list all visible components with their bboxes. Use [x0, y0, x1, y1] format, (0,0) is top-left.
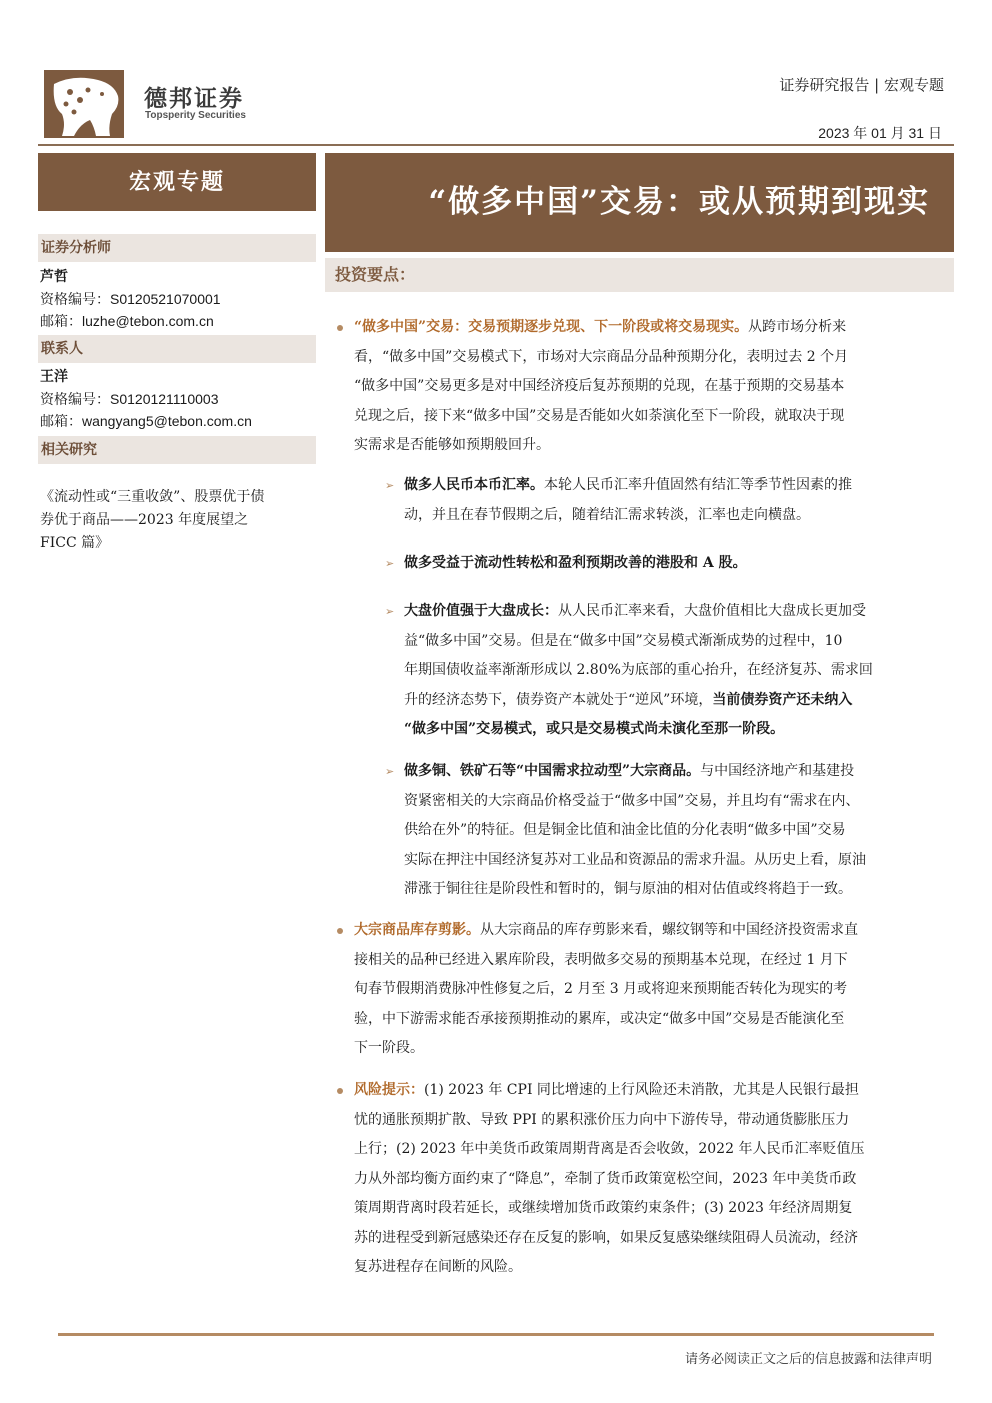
sub-rmb-exchange-rate: 做多人民币本币汇率。本轮人民币汇率升值固然有结汇等季节性因素的推 动，并且在春节假期之后，随着结汇需求转淡，汇率也走向横盘。 — [404, 477, 852, 523]
analyst-cert: 资格编号：S0120521070001 — [40, 291, 221, 308]
sub-hk-a-shares: 做多受益于流动性转松和盈利预期改善的港股和 A 股。 — [404, 555, 747, 571]
leopard-logo-icon — [44, 70, 124, 138]
category-banner: 宏观专题 — [38, 153, 316, 211]
analyst-email: 邮箱：luzhe@tebon.com.cn — [40, 313, 214, 330]
contact-email: 邮箱：wangyang5@tebon.com.cn — [40, 413, 252, 430]
company-name-cn: 德邦证券 — [144, 86, 244, 112]
bullet-icon — [337, 928, 343, 934]
footer-disclaimer: 请务必阅读正文之后的信息披露和法律声明 — [684, 1352, 932, 1367]
company-name-en: Topsperity Securities — [145, 110, 246, 121]
company-logo — [44, 70, 254, 140]
header-divider — [38, 144, 954, 146]
investment-highlights-heading: 投资要点： — [325, 258, 954, 292]
risk-warning: 风险提示：(1) 2023 年 CPI 同比增速的上行风险还未消散，尤其是人民银行最担 忧的通胀预期扩散、导致 PPI 的累积涨价压力向中下游传导，带动通货膨胀压力 上行；(2) 2023 年中美货币政策周期背离是否会收敛，2022 年人民币汇率贬值压 力从外部均衡方面约束了“降息”，牵制了货币政策宽松空间，2023 年中美货币政 策周期背离时段若延长，或继续增加货币政策约束条件；(3) 2023 年经济周期复 苏的进程受到新冠感染还存在反复的影响，如果反复感染继续阻碍人员流动，经济 复苏进程存在间断的风险。 — [354, 1082, 865, 1275]
bullet-icon — [337, 325, 343, 331]
highlight-trade-expectation: “做多中国”交易：交易预期逐步兑现、下一阶段或将交易现实。从跨市场分析来 看，“做多中国”交易模式下，市场对大宗商品分品种预期分化，表明过去 2 个月 “做多中国”交易更多是对中国经济疫后复苏预期的兑现，在基于预期的交易基本 兑现之后，接下来“做多中国”交易是否能如火如荼演化至下一阶段，就取决于现 实需求是否能够如预期般回升。 — [354, 319, 849, 453]
report-date: 2023 年 01 月 31 日 — [818, 125, 942, 141]
related-research-heading: 相关研究 — [38, 436, 316, 464]
contact-cert: 资格编号：S0120121110003 — [40, 391, 219, 408]
report-type: 证券研究报告 | 宏观专题 — [779, 76, 944, 94]
arrow-bullet-icon: ➢ — [385, 765, 395, 778]
highlight-commodity-inventory: 大宗商品库存剪影。从大宗商品的库存剪影来看，螺纹钢等和中国经济投资需求直 接相关的品种已经进入累库阶段，表明做多交易的预期基本兑现，在经过 1 月下 旬春节假期消费脉冲性修复之后，2 月至 3 月或将迎来预期能否转化为现实的考 验，中下游需求能否承接预期推动的累库，或决定“做多中国”交易是否能演化至 下一阶段。 — [354, 922, 858, 1056]
analyst-name: 芦哲 — [40, 269, 68, 285]
contact-name: 王洋 — [40, 369, 68, 385]
related-research-item: 《流动性或“三重收敛”、股票优于债 券优于商品——2023 年度展望之 FICC 篇》 — [40, 489, 265, 551]
sub-copper-iron-ore: 做多铜、铁矿石等“中国需求拉动型”大宗商品。与中国经济地产和基建投 资紧密相关的大宗商品价格受益于“做多中国”交易，并且均有“需求在内、 供给在外”的特征。但是铜金比值和油金比值的分化表明“做多中国”交易 实际在押注中国经济复苏对工业品和资源品的需求升温。从历史上看，原油 滞涨于铜往往是阶段性和暂时的，铜与原油的相对估值或终将趋于一致。 — [404, 763, 866, 897]
footer-divider — [58, 1333, 934, 1336]
sub-large-cap-value: 大盘价值强于大盘成长：从人民币汇率来看，大盘价值相比大盘成长更加受 益“做多中国”交易。但是在“做多中国”交易模式渐渐成势的过程中，10 年期国债收益率渐渐形成以 2.80%为底部的重心抬升，在经济复苏、需求回 升的经济态势下，债券资产本就处于“逆风”环境，当前债券资产还未纳入 “做多中国”交易模式，或只是交易模式尚未演化至那一阶段。 — [404, 603, 873, 737]
arrow-bullet-icon: ➢ — [385, 605, 395, 618]
arrow-bullet-icon: ➢ — [385, 479, 395, 492]
bullet-icon — [337, 1088, 343, 1094]
analyst-heading: 证券分析师 — [38, 234, 316, 262]
arrow-bullet-icon: ➢ — [385, 557, 395, 570]
contact-heading: 联系人 — [38, 335, 316, 363]
report-title: “做多中国”交易：或从预期到现实 — [325, 153, 954, 252]
